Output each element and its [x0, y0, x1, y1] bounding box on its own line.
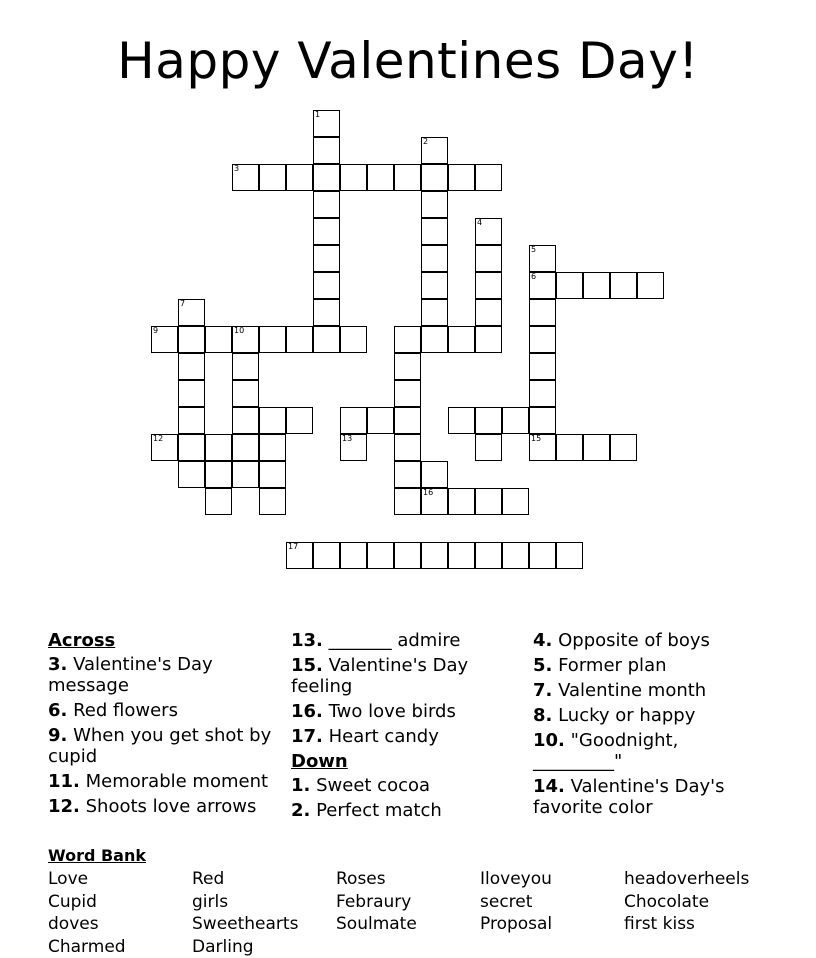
grid-cell[interactable]	[421, 272, 448, 299]
word-bank-heading: Word Bank	[48, 846, 146, 865]
grid-cell[interactable]	[529, 542, 556, 569]
word-bank-item: Roses	[336, 868, 480, 891]
clue-number: 10	[234, 326, 244, 336]
grid-cell[interactable]	[232, 461, 259, 488]
clue-number: 17	[288, 542, 298, 552]
grid-cell[interactable]	[313, 110, 340, 137]
grid-cell[interactable]	[313, 272, 340, 299]
grid-cell[interactable]	[475, 326, 502, 353]
clue-item-text: Sweet cocoa	[310, 775, 430, 796]
word-bank-item: Charmed	[48, 936, 192, 958]
clue-item-number: 8.	[533, 705, 552, 726]
grid-cell[interactable]	[340, 542, 367, 569]
grid-cell[interactable]	[556, 542, 583, 569]
grid-cell[interactable]	[286, 542, 313, 569]
grid-cell[interactable]	[583, 272, 610, 299]
clue-number: 1	[315, 110, 320, 120]
grid-cell[interactable]	[529, 272, 556, 299]
grid-cell[interactable]	[394, 461, 421, 488]
grid-cell[interactable]	[394, 407, 421, 434]
clue-item-text: Valentine's Day's favorite color	[533, 776, 725, 818]
grid-cell[interactable]	[178, 326, 205, 353]
grid-cell[interactable]	[421, 461, 448, 488]
grid-cell[interactable]	[313, 191, 340, 218]
grid-cell[interactable]	[394, 326, 421, 353]
grid-cell[interactable]	[421, 326, 448, 353]
grid-cell[interactable]	[313, 542, 340, 569]
grid-cell[interactable]	[610, 434, 637, 461]
clue-item	[291, 630, 521, 651]
clue-item-number: 4.	[533, 630, 552, 651]
clue-number: 15	[531, 434, 541, 444]
clue-item	[48, 700, 278, 721]
grid-cell[interactable]	[529, 299, 556, 326]
grid-cell[interactable]	[448, 407, 475, 434]
grid-cell[interactable]	[259, 326, 286, 353]
clue-item	[48, 654, 278, 696]
clue-item-text: Red flowers	[67, 700, 178, 721]
clue-item	[291, 655, 521, 697]
grid-cell[interactable]	[259, 407, 286, 434]
grid-cell[interactable]	[340, 326, 367, 353]
grid-cell[interactable]	[232, 326, 259, 353]
grid-cell[interactable]	[178, 353, 205, 380]
clue-item-number: 6.	[48, 700, 67, 721]
grid-cell[interactable]	[313, 299, 340, 326]
clue-number: 3	[234, 164, 239, 174]
clue-item-number: 1.	[291, 775, 310, 796]
grid-cell[interactable]	[448, 542, 475, 569]
word-bank-item: Soulmate	[336, 913, 480, 936]
grid-cell[interactable]	[421, 191, 448, 218]
clue-item	[533, 730, 773, 772]
grid-cell[interactable]	[556, 272, 583, 299]
clue-item-number: 5.	[533, 655, 552, 676]
clue-item-number: 12.	[48, 796, 80, 817]
word-bank-item: Febraury	[336, 891, 480, 914]
clue-item-number: 9.	[48, 725, 67, 746]
clue-item-text: _______ admire	[323, 630, 461, 651]
grid-cell[interactable]	[259, 488, 286, 515]
grid-cell[interactable]	[151, 434, 178, 461]
grid-cell[interactable]	[475, 164, 502, 191]
down-clue-list	[291, 775, 521, 821]
grid-cell[interactable]	[502, 542, 529, 569]
word-bank-item: headoverheels	[624, 868, 768, 891]
grid-cell[interactable]	[178, 461, 205, 488]
clue-item	[291, 726, 521, 747]
grid-cell[interactable]	[178, 434, 205, 461]
grid-cell[interactable]	[259, 434, 286, 461]
grid-cell[interactable]	[475, 245, 502, 272]
grid-cell[interactable]	[313, 326, 340, 353]
clue-item-text: Valentine's Day message	[48, 654, 213, 696]
clue-item	[291, 800, 521, 821]
word-bank	[48, 868, 788, 958]
clue-item-number: 14.	[533, 776, 565, 797]
clue-item-number: 13.	[291, 630, 323, 651]
clue-item-text: Shoots love arrows	[80, 796, 256, 817]
grid-cell[interactable]	[232, 164, 259, 191]
grid-cell[interactable]	[367, 542, 394, 569]
grid-cell[interactable]	[421, 542, 448, 569]
grid-cell[interactable]	[232, 407, 259, 434]
clue-item-number: 10.	[533, 730, 565, 751]
clue-item	[48, 796, 278, 817]
grid-cell[interactable]	[529, 353, 556, 380]
clue-item	[533, 655, 773, 676]
clue-item-text: Memorable moment	[80, 771, 268, 792]
clue-number: 13	[342, 434, 352, 444]
clue-item	[533, 705, 773, 726]
across-clue-list-continued	[291, 630, 521, 747]
clue-number: 2	[423, 137, 428, 147]
grid-cell[interactable]	[475, 488, 502, 515]
down-clue-list-continued	[533, 630, 773, 818]
grid-cell[interactable]	[448, 488, 475, 515]
grid-cell[interactable]	[232, 434, 259, 461]
grid-cell[interactable]	[340, 434, 367, 461]
grid-cell[interactable]	[178, 380, 205, 407]
clue-item-text: Valentine month	[552, 680, 706, 701]
clue-item	[291, 701, 521, 722]
clue-item-text: Perfect match	[310, 800, 441, 821]
clue-item-text: When you get shot by cupid	[48, 725, 271, 767]
clue-item-text: Opposite of boys	[552, 630, 710, 651]
grid-cell[interactable]	[556, 434, 583, 461]
across-clue-list	[48, 654, 278, 817]
clue-item	[533, 680, 773, 701]
grid-cell[interactable]	[286, 326, 313, 353]
clue-item	[533, 776, 773, 818]
grid-cell[interactable]	[178, 299, 205, 326]
clue-item-text: "Goodnight, _________"	[533, 730, 678, 772]
clue-item-text: Former plan	[552, 655, 666, 676]
grid-cell[interactable]	[394, 380, 421, 407]
down-heading: Down	[291, 751, 521, 772]
clue-item-number: 11.	[48, 771, 80, 792]
grid-cell[interactable]	[340, 164, 367, 191]
word-bank-item: Red	[192, 868, 336, 891]
clue-number: 5	[531, 245, 536, 255]
grid-cell[interactable]	[421, 137, 448, 164]
grid-cell[interactable]	[178, 407, 205, 434]
grid-cell[interactable]	[529, 407, 556, 434]
grid-cell[interactable]	[475, 407, 502, 434]
grid-cell[interactable]	[313, 218, 340, 245]
clue-number: 4	[477, 218, 482, 228]
grid-cell[interactable]	[421, 245, 448, 272]
grid-cell[interactable]	[313, 245, 340, 272]
clue-item-number: 17.	[291, 726, 323, 747]
grid-cell[interactable]	[475, 218, 502, 245]
word-bank-item: Proposal	[480, 913, 624, 936]
grid-cell[interactable]	[205, 434, 232, 461]
clues-column-3	[533, 630, 773, 822]
word-bank-item: Love	[48, 868, 192, 891]
word-bank-item: first kiss	[624, 913, 768, 936]
word-bank-item: Cupid	[48, 891, 192, 914]
clue-item	[48, 771, 278, 792]
grid-cell[interactable]	[286, 407, 313, 434]
grid-cell[interactable]	[394, 164, 421, 191]
grid-cell[interactable]	[313, 137, 340, 164]
grid-cell[interactable]	[475, 434, 502, 461]
puzzle-title: Happy Valentines Day!	[0, 32, 816, 90]
grid-cell[interactable]	[151, 326, 178, 353]
grid-cell[interactable]	[367, 164, 394, 191]
grid-cell[interactable]	[421, 164, 448, 191]
grid-cell[interactable]	[205, 461, 232, 488]
grid-cell[interactable]	[259, 164, 286, 191]
clue-item-text: Heart candy	[323, 726, 439, 747]
clue-item	[533, 630, 773, 651]
clue-item	[291, 775, 521, 796]
grid-cell[interactable]	[259, 461, 286, 488]
clue-number: 16	[423, 488, 433, 498]
grid-cell[interactable]	[502, 488, 529, 515]
grid-cell[interactable]	[340, 407, 367, 434]
clue-number: 12	[153, 434, 163, 444]
word-bank-item: Chocolate	[624, 891, 768, 914]
word-bank-item: doves	[48, 913, 192, 936]
clue-item-text: Two love birds	[323, 701, 456, 722]
word-bank-item: Iloveyou	[480, 868, 624, 891]
word-bank-item: girls	[192, 891, 336, 914]
across-heading: Across	[48, 630, 278, 651]
clue-number: 6	[531, 272, 536, 282]
grid-cell[interactable]	[475, 299, 502, 326]
grid-cell[interactable]	[502, 407, 529, 434]
clue-item-number: 15.	[291, 655, 323, 676]
grid-cell[interactable]	[367, 407, 394, 434]
clue-item-number: 7.	[533, 680, 552, 701]
grid-cell[interactable]	[205, 326, 232, 353]
clue-item-number: 3.	[48, 654, 67, 675]
clue-number: 9	[153, 326, 158, 336]
grid-cell[interactable]	[394, 542, 421, 569]
grid-cell[interactable]	[529, 380, 556, 407]
clue-item-number: 2.	[291, 800, 310, 821]
clue-item-number: 16.	[291, 701, 323, 722]
grid-cell[interactable]	[529, 434, 556, 461]
word-bank-item: Sweethearts	[192, 913, 336, 936]
word-bank-item: secret	[480, 891, 624, 914]
grid-cell[interactable]	[637, 272, 664, 299]
grid-cell[interactable]	[205, 488, 232, 515]
clues-column-2	[291, 630, 521, 825]
grid-cell[interactable]	[286, 164, 313, 191]
word-bank-item: Darling	[192, 936, 336, 958]
grid-cell[interactable]	[313, 164, 340, 191]
grid-cell[interactable]	[529, 245, 556, 272]
grid-cell[interactable]	[232, 380, 259, 407]
grid-cell[interactable]	[421, 299, 448, 326]
grid-cell[interactable]	[448, 164, 475, 191]
clues-column-1	[48, 630, 278, 821]
grid-cell[interactable]	[448, 326, 475, 353]
grid-cell[interactable]	[529, 326, 556, 353]
clue-item-text: Valentine's Day feeling	[291, 655, 468, 697]
grid-cell[interactable]	[610, 272, 637, 299]
clue-number: 7	[180, 299, 185, 309]
grid-cell[interactable]	[583, 434, 610, 461]
grid-cell[interactable]	[475, 542, 502, 569]
grid-cell[interactable]	[475, 272, 502, 299]
grid-cell[interactable]	[394, 434, 421, 461]
grid-cell[interactable]	[394, 353, 421, 380]
clue-item-text: Lucky or happy	[552, 705, 695, 726]
grid-cell[interactable]	[394, 488, 421, 515]
clue-item	[48, 725, 278, 767]
grid-cell[interactable]	[421, 218, 448, 245]
grid-cell[interactable]	[421, 488, 448, 515]
grid-cell[interactable]	[232, 353, 259, 380]
